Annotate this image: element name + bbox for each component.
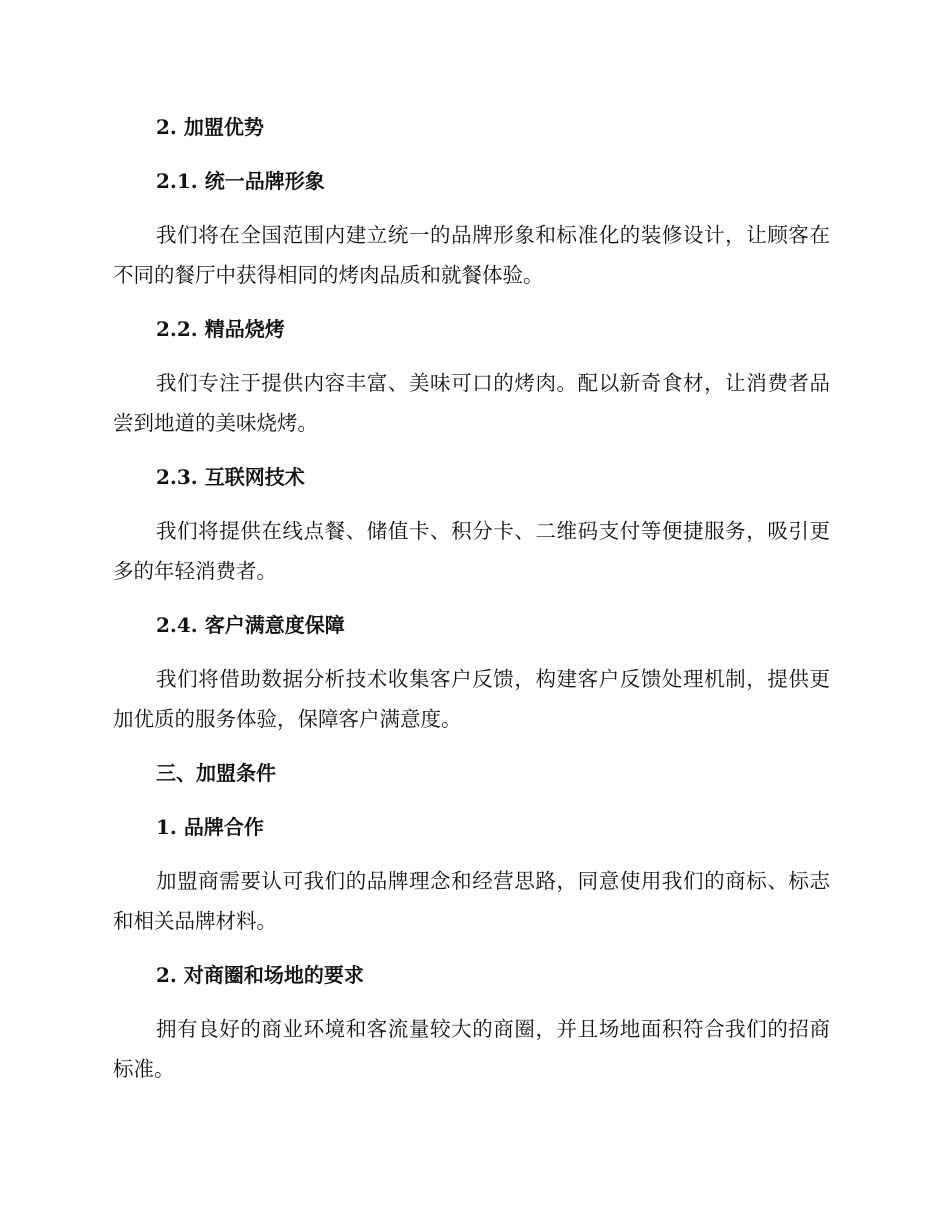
body-paragraph: 我们专注于提供内容丰富、美味可口的烤肉。配以新奇食材，让消费者品尝到地道的美味烧烤。: [113, 371, 830, 435]
section-heading: 三、加盟条件: [156, 761, 276, 785]
section-heading: 2. 加盟优势: [156, 115, 264, 139]
subsection-heading: 2.3. 互联网技术: [156, 465, 305, 489]
subsection-heading: 2. 对商圈和场地的要求: [156, 963, 364, 987]
subsection-heading: 1. 品牌合作: [156, 815, 264, 839]
body-paragraph: 拥有良好的商业环境和客流量较大的商圈，并且场地面积符合我们的招商标准。: [113, 1017, 830, 1081]
body-paragraph: 我们将在全国范围内建立统一的品牌形象和标准化的装修设计，让顾客在不同的餐厅中获得相同的烤肉品质和就餐体验。: [113, 223, 830, 287]
body-paragraph: 我们将借助数据分析技术收集客户反馈，构建客户反馈处理机制，提供更加优质的服务体验，保障客户满意度。: [113, 667, 830, 731]
subsection-heading: 2.4. 客户满意度保障: [156, 613, 345, 637]
body-paragraph: 加盟商需要认可我们的品牌理念和经营思路，同意使用我们的商标、标志和相关品牌材料。: [113, 869, 830, 933]
subsection-heading: 2.1. 统一品牌形象: [156, 169, 325, 193]
subsection-heading: 2.2. 精品烧烤: [156, 317, 285, 341]
body-paragraph: 我们将提供在线点餐、储值卡、积分卡、二维码支付等便捷服务，吸引更多的年轻消费者。: [113, 519, 830, 583]
document-body: [113, 108, 830, 1089]
